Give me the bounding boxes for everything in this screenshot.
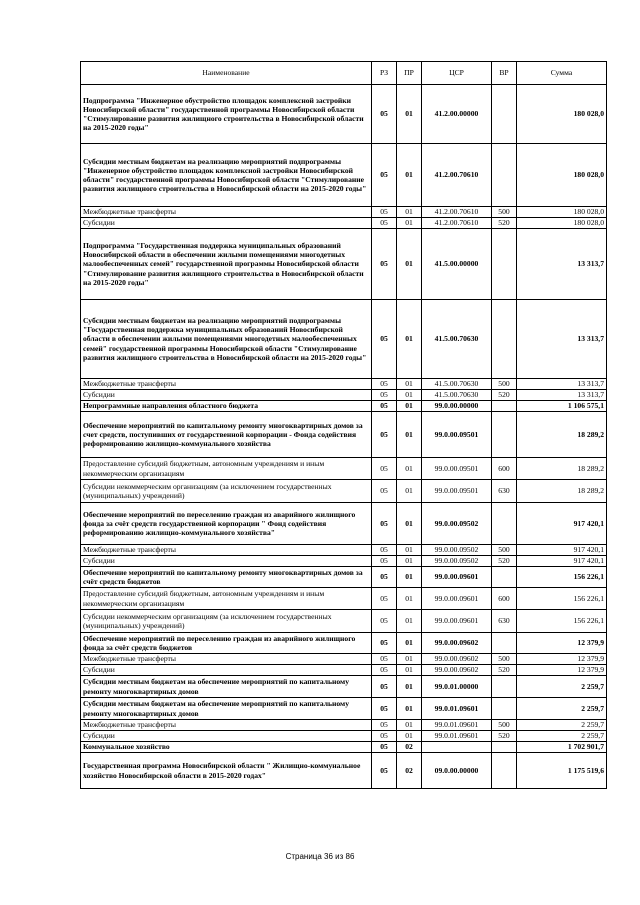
cell-sum: 180 028,0 bbox=[517, 85, 607, 144]
cell-rz: 05 bbox=[372, 207, 397, 218]
cell-name: Обеспечение мероприятий по переселению граждан из аварийного жилищного фонда за счёт средств государственной корпорации " Фонд содействия реформированию жилищно-коммунального хозяйства" bbox=[81, 503, 372, 545]
cell-pr: 01 bbox=[397, 379, 422, 390]
table-row bbox=[81, 588, 607, 610]
cell-pr: 02 bbox=[397, 742, 422, 753]
header-name: Наименование bbox=[81, 62, 372, 85]
cell-vr: 500 bbox=[492, 654, 517, 665]
cell-sum: 13 313,7 bbox=[517, 390, 607, 401]
cell-name: Межбюджетные трансферты bbox=[81, 545, 372, 556]
cell-name: Субсидии bbox=[81, 556, 372, 567]
cell-vr bbox=[492, 144, 517, 207]
cell-rz: 05 bbox=[372, 698, 397, 720]
cell-csr: 99.0.00.00000 bbox=[422, 401, 492, 412]
cell-name: Субсидии местным бюджетам на обеспечение мероприятий по капитальному ремонту многоквартирных домов bbox=[81, 676, 372, 698]
cell-csr: 99.0.00.09602 bbox=[422, 654, 492, 665]
cell-csr: 41.5.00.70630 bbox=[422, 300, 492, 379]
table-row bbox=[81, 676, 607, 698]
cell-csr: 99.0.00.09502 bbox=[422, 503, 492, 545]
cell-vr: 630 bbox=[492, 610, 517, 633]
cell-rz: 05 bbox=[372, 85, 397, 144]
cell-pr: 01 bbox=[397, 458, 422, 480]
table-row bbox=[81, 503, 607, 545]
table-row bbox=[81, 731, 607, 742]
cell-vr bbox=[492, 503, 517, 545]
cell-pr: 01 bbox=[397, 633, 422, 654]
cell-rz: 05 bbox=[372, 412, 397, 458]
cell-name: Межбюджетные трансферты bbox=[81, 207, 372, 218]
cell-pr: 01 bbox=[397, 218, 422, 229]
cell-rz: 05 bbox=[372, 676, 397, 698]
table-row bbox=[81, 379, 607, 390]
cell-vr: 500 bbox=[492, 207, 517, 218]
cell-vr bbox=[492, 633, 517, 654]
cell-sum: 2 259,7 bbox=[517, 720, 607, 731]
cell-name: Субсидии некоммерческим организациям (за исключением государственных (муниципальных) учреждений) bbox=[81, 610, 372, 633]
cell-pr: 01 bbox=[397, 85, 422, 144]
table-row bbox=[81, 567, 607, 588]
cell-sum: 2 259,7 bbox=[517, 676, 607, 698]
cell-name: Обеспечение мероприятий по переселению граждан из аварийного жилищного фонда за счёт средств бюджетов bbox=[81, 633, 372, 654]
cell-sum: 1 702 901,7 bbox=[517, 742, 607, 753]
cell-name: Подпрограмма "Инженерное обустройство площадок комплексной застройки Новосибирской области" государственной программы Новосибирской области "Стимулирование развития жилищного строительства в Новосибирской области на 2015-2020 годы" bbox=[81, 85, 372, 144]
cell-rz: 05 bbox=[372, 720, 397, 731]
cell-name: Субсидии некоммерческим организациям (за исключением государственных (муниципальных) учреждений) bbox=[81, 480, 372, 503]
cell-vr: 520 bbox=[492, 218, 517, 229]
cell-vr: 600 bbox=[492, 588, 517, 610]
cell-pr: 01 bbox=[397, 698, 422, 720]
cell-pr: 02 bbox=[397, 753, 422, 789]
table-row bbox=[81, 401, 607, 412]
header-csr: ЦСР bbox=[422, 62, 492, 85]
cell-name: Межбюджетные трансферты bbox=[81, 720, 372, 731]
cell-rz: 05 bbox=[372, 633, 397, 654]
cell-pr: 01 bbox=[397, 480, 422, 503]
cell-sum: 13 313,7 bbox=[517, 229, 607, 300]
table-header-row bbox=[81, 62, 607, 85]
cell-name: Межбюджетные трансферты bbox=[81, 654, 372, 665]
cell-name: Предоставление субсидий бюджетным, автономным учреждениям и иным некоммерческим организациям bbox=[81, 458, 372, 480]
cell-csr: 99.0.00.09602 bbox=[422, 633, 492, 654]
cell-sum: 12 379,9 bbox=[517, 665, 607, 676]
cell-csr: 99.0.00.09602 bbox=[422, 665, 492, 676]
table-row bbox=[81, 144, 607, 207]
cell-csr: 99.0.01.09601 bbox=[422, 731, 492, 742]
cell-csr: 41.2.00.70610 bbox=[422, 144, 492, 207]
cell-rz: 05 bbox=[372, 567, 397, 588]
cell-vr: 520 bbox=[492, 665, 517, 676]
cell-name: Обеспечение мероприятий по капитальному ремонту многоквартирных домов за счет средств, поступивших от государственной корпорации - Фонда содействия реформированию жилищно-коммунального хозяйства bbox=[81, 412, 372, 458]
cell-rz: 05 bbox=[372, 480, 397, 503]
cell-pr: 01 bbox=[397, 390, 422, 401]
cell-pr: 01 bbox=[397, 144, 422, 207]
cell-rz: 05 bbox=[372, 229, 397, 300]
cell-name: Субсидии bbox=[81, 218, 372, 229]
cell-name: Субсидии местным бюджетам на реализацию мероприятий подпрограммы "Инженерное обустройство площадок комплексной застройки Новосибирской области" государственной программы Новосибирской области "Стимулирование развития жилищного строительства в Новосибирской области на 2015-2020 годы" bbox=[81, 144, 372, 207]
cell-sum: 180 028,0 bbox=[517, 218, 607, 229]
cell-sum: 13 313,7 bbox=[517, 300, 607, 379]
cell-pr: 01 bbox=[397, 556, 422, 567]
table-body bbox=[81, 85, 607, 789]
cell-name: Непрограммные направления областного бюджета bbox=[81, 401, 372, 412]
cell-sum: 917 420,1 bbox=[517, 545, 607, 556]
cell-rz: 05 bbox=[372, 300, 397, 379]
cell-csr: 99.0.01.00000 bbox=[422, 676, 492, 698]
cell-rz: 05 bbox=[372, 610, 397, 633]
cell-vr bbox=[492, 300, 517, 379]
table-row bbox=[81, 412, 607, 458]
cell-csr: 41.5.00.70630 bbox=[422, 379, 492, 390]
cell-name: Субсидии bbox=[81, 731, 372, 742]
cell-csr: 41.5.00.70630 bbox=[422, 390, 492, 401]
cell-pr: 01 bbox=[397, 401, 422, 412]
table-row bbox=[81, 545, 607, 556]
cell-rz: 05 bbox=[372, 556, 397, 567]
cell-sum: 156 226,1 bbox=[517, 588, 607, 610]
cell-pr: 01 bbox=[397, 588, 422, 610]
cell-rz: 05 bbox=[372, 665, 397, 676]
cell-rz: 05 bbox=[372, 545, 397, 556]
cell-sum: 156 226,1 bbox=[517, 610, 607, 633]
cell-pr: 01 bbox=[397, 665, 422, 676]
cell-vr: 600 bbox=[492, 458, 517, 480]
cell-pr: 01 bbox=[397, 676, 422, 698]
cell-sum: 12 379,9 bbox=[517, 654, 607, 665]
budget-table bbox=[80, 61, 607, 789]
table-row bbox=[81, 742, 607, 753]
header-rz: РЗ bbox=[372, 62, 397, 85]
cell-sum: 2 259,7 bbox=[517, 731, 607, 742]
cell-rz: 05 bbox=[372, 401, 397, 412]
cell-rz: 05 bbox=[372, 588, 397, 610]
table-row bbox=[81, 390, 607, 401]
cell-sum: 156 226,1 bbox=[517, 567, 607, 588]
cell-sum: 917 420,1 bbox=[517, 556, 607, 567]
cell-csr bbox=[422, 742, 492, 753]
cell-name: Субсидии bbox=[81, 390, 372, 401]
cell-csr: 99.0.01.09601 bbox=[422, 720, 492, 731]
cell-sum: 2 259,7 bbox=[517, 698, 607, 720]
cell-name: Предоставление субсидий бюджетным, автономным учреждениям и иным некоммерческим организациям bbox=[81, 588, 372, 610]
cell-rz: 05 bbox=[372, 218, 397, 229]
cell-csr: 99.0.00.09601 bbox=[422, 588, 492, 610]
cell-csr: 99.0.00.09501 bbox=[422, 412, 492, 458]
cell-vr bbox=[492, 412, 517, 458]
cell-vr: 520 bbox=[492, 731, 517, 742]
table-row bbox=[81, 229, 607, 300]
cell-vr: 630 bbox=[492, 480, 517, 503]
cell-vr bbox=[492, 85, 517, 144]
cell-csr: 99.0.01.09601 bbox=[422, 698, 492, 720]
cell-sum: 18 289,2 bbox=[517, 480, 607, 503]
cell-vr bbox=[492, 742, 517, 753]
cell-sum: 1 175 519,6 bbox=[517, 753, 607, 789]
table-row bbox=[81, 300, 607, 379]
cell-vr bbox=[492, 229, 517, 300]
cell-name: Подпрограмма "Государственная поддержка муниципальных образований Новосибирской области в обеспечении жилыми помещениями многодетных малообеспеченных семей" государственной программы Новосибирской области "Стимулирование развития жилищного строительства в Новосибирской области на 2015-2020 годы" bbox=[81, 229, 372, 300]
table-row bbox=[81, 753, 607, 789]
cell-name: Субсидии местным бюджетам на реализацию мероприятий подпрограммы "Государственная поддержка муниципальных образований Новосибирской области в обеспечении жилыми помещениями многодетных малообеспеченных семей" государственной программы Новосибирской области "Стимулирование развития жилищного строительства в Новосибирской области на 2015-2020 годы" bbox=[81, 300, 372, 379]
cell-sum: 18 289,2 bbox=[517, 458, 607, 480]
cell-name: Коммунальное хозяйство bbox=[81, 742, 372, 753]
cell-pr: 01 bbox=[397, 567, 422, 588]
table-row bbox=[81, 698, 607, 720]
cell-vr bbox=[492, 401, 517, 412]
cell-rz: 05 bbox=[372, 458, 397, 480]
cell-rz: 05 bbox=[372, 753, 397, 789]
cell-rz: 05 bbox=[372, 144, 397, 207]
cell-pr: 01 bbox=[397, 412, 422, 458]
cell-rz: 05 bbox=[372, 742, 397, 753]
cell-csr: 99.0.00.09501 bbox=[422, 458, 492, 480]
table-row bbox=[81, 610, 607, 633]
cell-sum: 1 106 575,1 bbox=[517, 401, 607, 412]
cell-csr: 99.0.00.09502 bbox=[422, 545, 492, 556]
page-number: Страница 36 из 86 bbox=[285, 852, 355, 861]
cell-vr: 520 bbox=[492, 390, 517, 401]
cell-sum: 180 028,0 bbox=[517, 207, 607, 218]
cell-rz: 05 bbox=[372, 379, 397, 390]
table-row bbox=[81, 720, 607, 731]
table-row bbox=[81, 207, 607, 218]
cell-csr: 99.0.00.09502 bbox=[422, 556, 492, 567]
table-row bbox=[81, 85, 607, 144]
cell-csr: 41.2.00.00000 bbox=[422, 85, 492, 144]
header-sum: Сумма bbox=[517, 62, 607, 85]
cell-pr: 01 bbox=[397, 720, 422, 731]
cell-csr: 09.0.00.00000 bbox=[422, 753, 492, 789]
cell-vr: 500 bbox=[492, 720, 517, 731]
cell-vr: 520 bbox=[492, 556, 517, 567]
cell-rz: 05 bbox=[372, 390, 397, 401]
cell-pr: 01 bbox=[397, 610, 422, 633]
cell-pr: 01 bbox=[397, 229, 422, 300]
cell-pr: 01 bbox=[397, 545, 422, 556]
cell-csr: 41.2.00.70610 bbox=[422, 207, 492, 218]
cell-name: Обеспечение мероприятий по капитальному ремонту многоквартирных домов за счёт средств бюджетов bbox=[81, 567, 372, 588]
cell-pr: 01 bbox=[397, 654, 422, 665]
cell-vr: 500 bbox=[492, 379, 517, 390]
cell-rz: 05 bbox=[372, 503, 397, 545]
cell-name: Субсидии bbox=[81, 665, 372, 676]
cell-vr bbox=[492, 698, 517, 720]
table-row bbox=[81, 458, 607, 480]
table-row bbox=[81, 665, 607, 676]
table-row bbox=[81, 556, 607, 567]
table-row bbox=[81, 654, 607, 665]
cell-name: Государственная программа Новосибирской области " Жилищно-коммунальное хозяйство Новосибирской области в 2015-2020 годах" bbox=[81, 753, 372, 789]
cell-rz: 05 bbox=[372, 654, 397, 665]
cell-csr: 99.0.00.09601 bbox=[422, 610, 492, 633]
cell-name: Субсидии местным бюджетам на обеспечение мероприятий по капитальному ремонту многоквартирных домов bbox=[81, 698, 372, 720]
cell-vr bbox=[492, 567, 517, 588]
cell-rz: 05 bbox=[372, 731, 397, 742]
cell-vr: 500 bbox=[492, 545, 517, 556]
table-row bbox=[81, 218, 607, 229]
table-row bbox=[81, 633, 607, 654]
cell-name: Межбюджетные трансферты bbox=[81, 379, 372, 390]
cell-pr: 01 bbox=[397, 300, 422, 379]
cell-csr: 41.2.00.70610 bbox=[422, 218, 492, 229]
cell-pr: 01 bbox=[397, 207, 422, 218]
cell-csr: 99.0.00.09601 bbox=[422, 567, 492, 588]
cell-vr bbox=[492, 676, 517, 698]
cell-csr: 99.0.00.09501 bbox=[422, 480, 492, 503]
cell-pr: 01 bbox=[397, 731, 422, 742]
cell-sum: 180 028,0 bbox=[517, 144, 607, 207]
cell-sum: 18 289,2 bbox=[517, 412, 607, 458]
cell-pr: 01 bbox=[397, 503, 422, 545]
cell-sum: 917 420,1 bbox=[517, 503, 607, 545]
cell-csr: 41.5.00.00000 bbox=[422, 229, 492, 300]
header-pr: ПР bbox=[397, 62, 422, 85]
cell-sum: 13 313,7 bbox=[517, 379, 607, 390]
table-row bbox=[81, 480, 607, 503]
cell-sum: 12 379,9 bbox=[517, 633, 607, 654]
header-vr: ВР bbox=[492, 62, 517, 85]
cell-vr bbox=[492, 753, 517, 789]
